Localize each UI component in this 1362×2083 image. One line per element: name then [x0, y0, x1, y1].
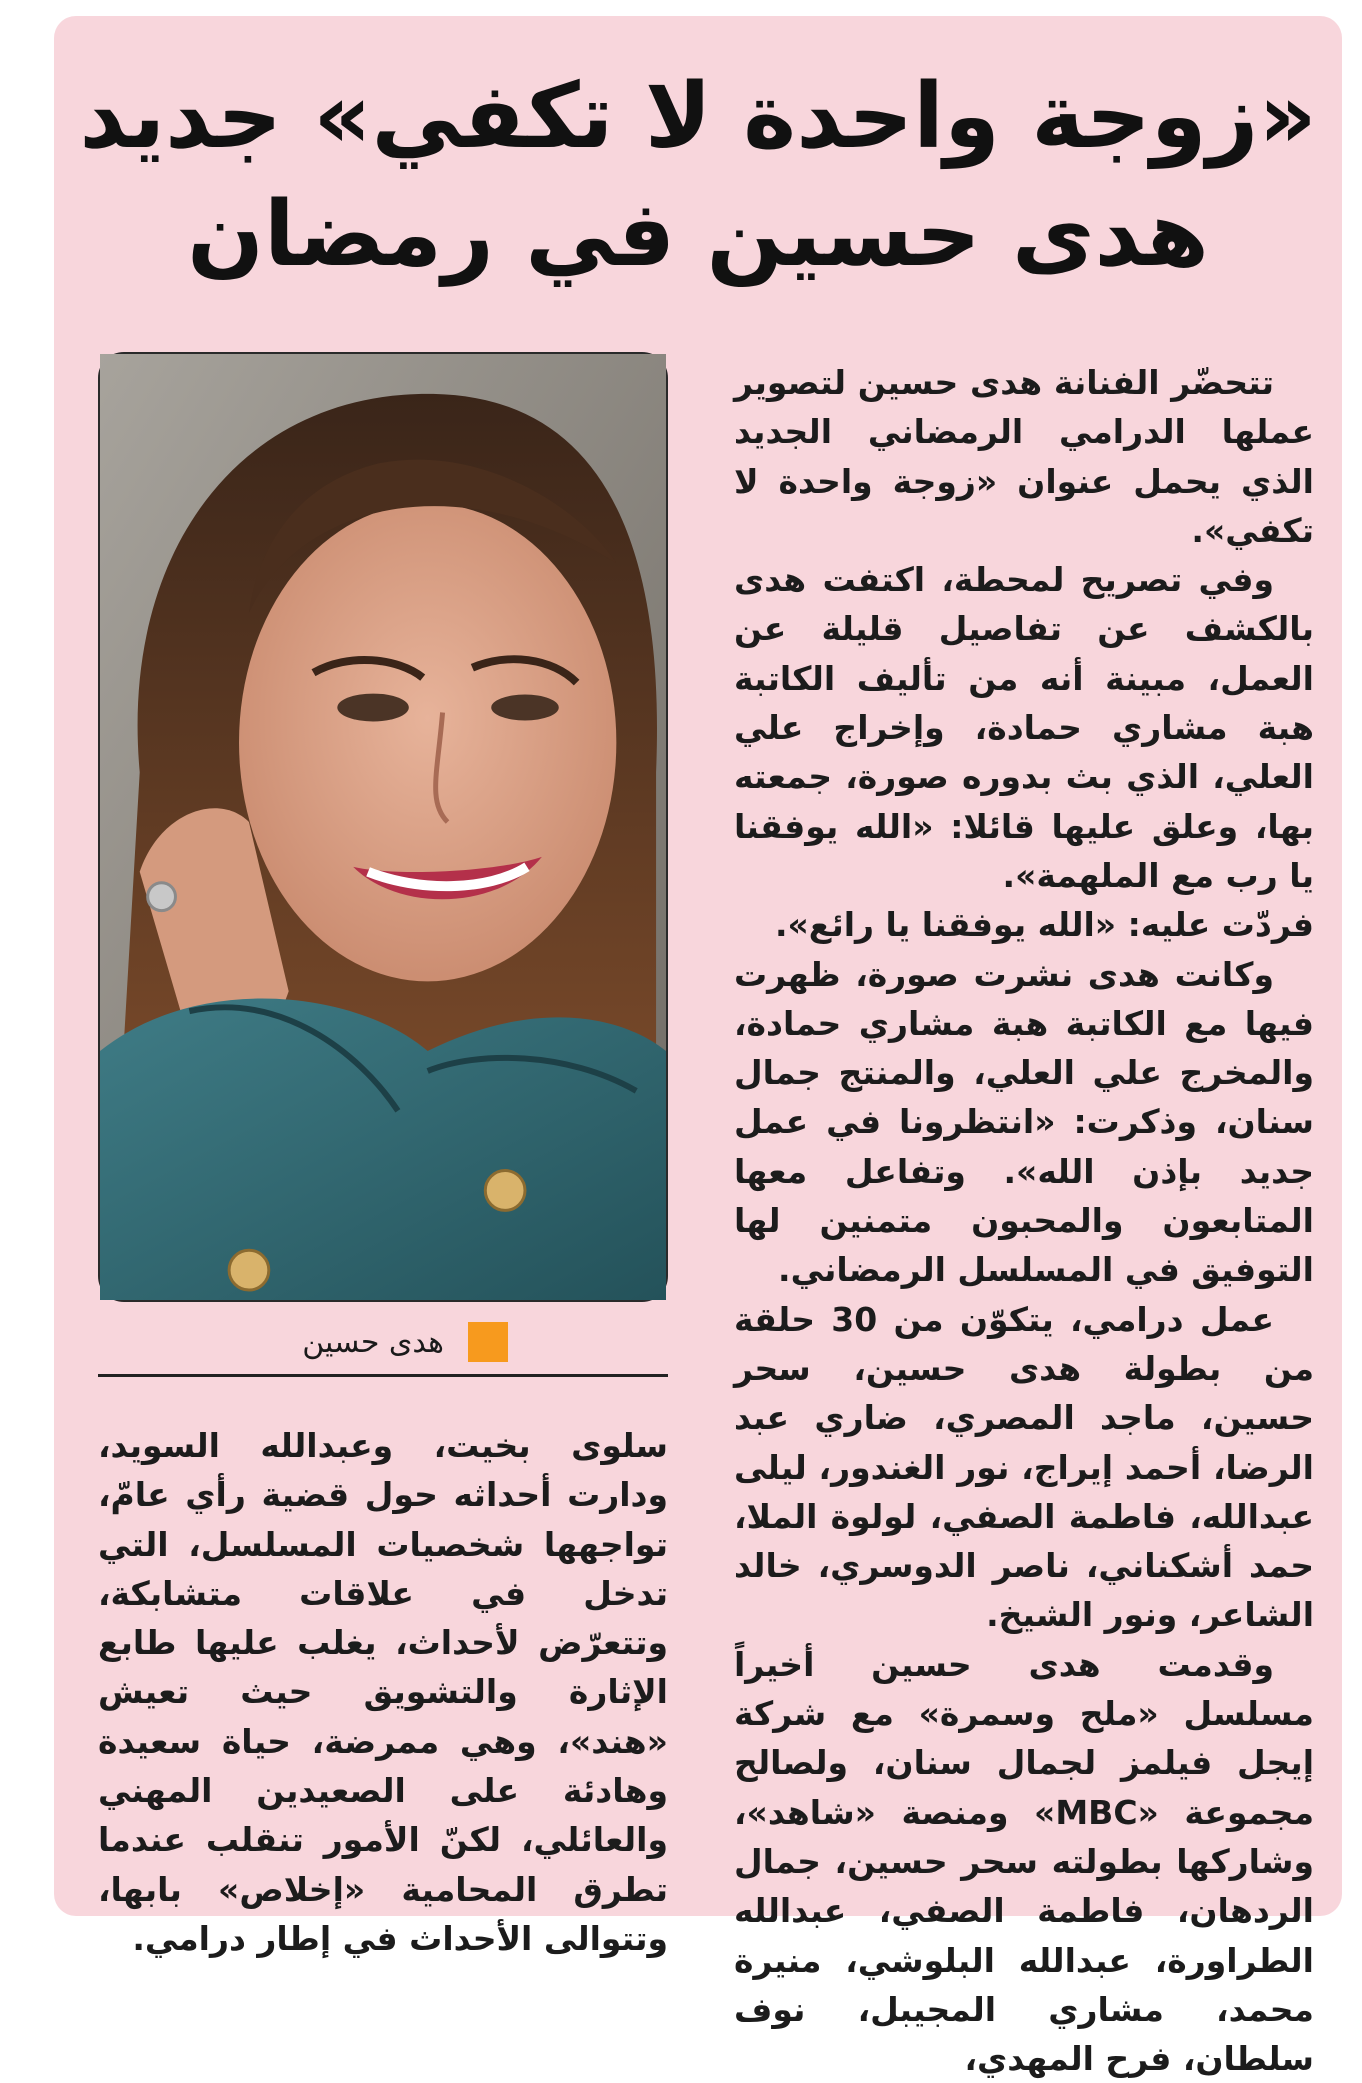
paragraph: وفي تصريح لمحطة، اكتفت هدى بالكشف عن تفاصيل قليلة عن العمل، مبينة أنه من تأليف الكاتبة هبة مشاري حمادة، وإخراج علي العلي، الذي بث بدوره صورة، جمعته بها، وعلق عليها قائلا: «الله يوفقنا يا رب مع الملهمة». — [734, 560, 1314, 895]
paragraph: وكانت هدى نشرت صورة، ظهرت فيها مع الكاتبة هبة مشاري حمادة، والمخرج علي العلي، والمنتج جمال سنان، وذكرت: «انتظرونا في عمل جديد بإذن الله». وتفاعل معها المتابعون والمحبون متمنين لها التوفيق في المسلسل الرمضاني. — [734, 954, 1314, 1290]
headline — [54, 58, 1342, 294]
paragraph: فردّت عليه: «الله يوفقنا يا رائع». — [774, 905, 1314, 945]
portrait-illustration — [100, 354, 666, 1300]
caption-divider — [98, 1374, 668, 1377]
paragraph: تتحضّر الفنانة هدى حسين لتصوير عملها الدرامي الرمضاني الجديد الذي يحمل عنوان «زوجة واحدة لا تكفي». — [734, 363, 1314, 550]
paragraph: عمل درامي، يتكوّن من 30 حلقة من بطولة هدى حسين، سحر حسين، ماجد المصري، ضاري عبد الرضا، أحمد إيراج، نور الغندور، ليلى عبدالله، فاطمة الصفي، لولوة الملا، حمد أشكناني، ناصر الدوسري، خالد الشاعر، ونور الشيخ. — [734, 1299, 1314, 1635]
portrait-photo — [98, 352, 668, 1302]
paragraph: سلوى بخيت، وعبدالله السويد، ودارت أحداثه حول قضية رأي عامّ، تواجهها شخصيات المسلسل، التي تدخل في علاقات متشابكة، وتتعرّض لأحداث، يغلب عليها طابع الإثارة والتشويق حيث تعيش «هند»، وهي ممرضة، حياة سعيدة وهادئة على الصعيدين المهني والعائلي، لكنّ الأمور تنقلب عندما تطرق المحامية «إخلاص» بابها، وتتوالى الأحداث في إطار درامي. — [98, 1426, 668, 1958]
article-body-left-column — [98, 1421, 668, 1963]
headline-line-2: هدى حسين في رمضان — [187, 182, 1209, 287]
photo-caption-text: هدى حسين — [302, 1324, 444, 1360]
caption-marker — [468, 1322, 508, 1362]
headline-line-1: «زوجة واحدة لا تكفي» جديد — [79, 64, 1317, 169]
article-panel — [54, 16, 1342, 2079]
photo-caption — [98, 1316, 668, 1368]
article-body-right-column — [734, 358, 1314, 2083]
paragraph: وقدمت هدى حسين أخيراً مسلسل «ملح وسمرة» مع شركة إيجل فيلمز لجمال سنان، ولصالح مجموعة «MBC» ومنصة «شاهد»، وشاركها بطولته سحر حسين، جمال الردهان، فاطمة الصفي، عبدالله الطراورة، عبدالله البلوشي، منيرة محمد، مشاري المجيبل، نوف سلطان، فرح المهدي، — [734, 1644, 1314, 2079]
